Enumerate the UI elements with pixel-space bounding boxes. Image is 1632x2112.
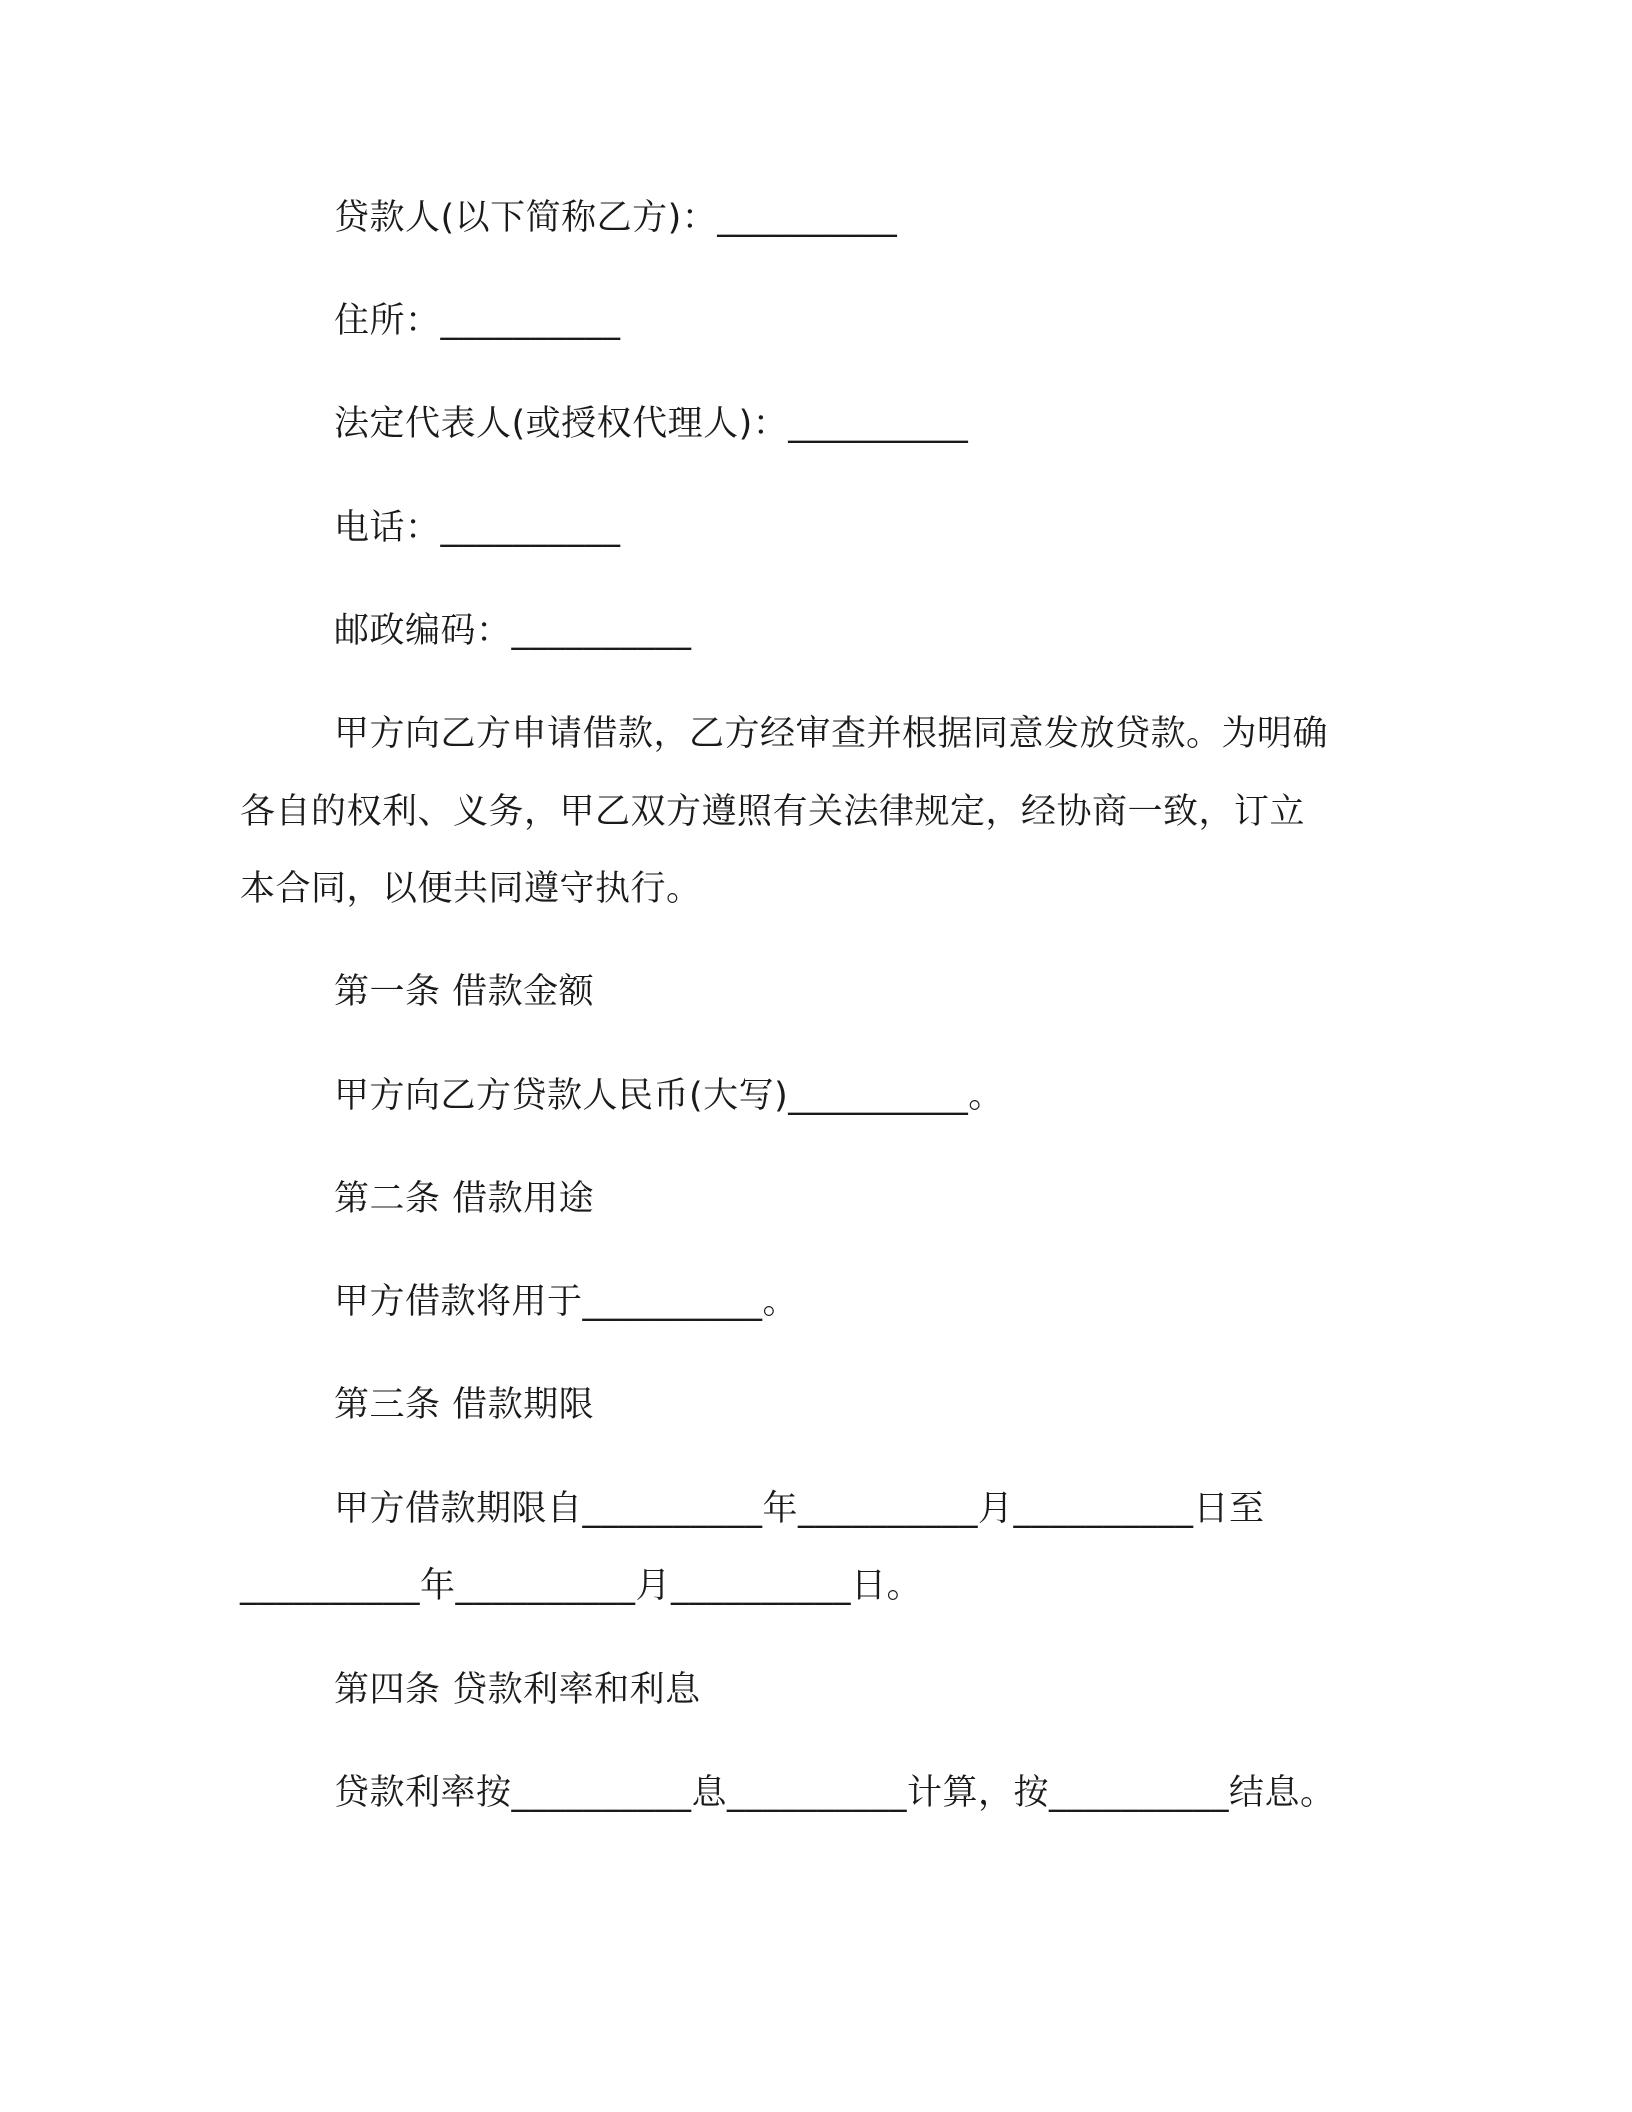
article-1-body: 甲方向乙方贷款人民币(大写)__________。 (334, 1076, 1004, 1116)
article-3-body-line-1: 甲方借款期限自__________年__________月__________日至 (334, 1489, 1265, 1529)
intro-paragraph-line-2: 各自的权利、义务，甲乙双方遵照有关法律规定，经协商一致，订立 (240, 792, 1306, 832)
article-3-body-line-2: __________年__________月__________日。 (240, 1566, 923, 1606)
lender-name-line: 贷款人(以下简称乙方)：__________ (334, 198, 898, 238)
article-2-body: 甲方借款将用于__________。 (334, 1282, 799, 1322)
article-4-heading: 第四条 贷款利率和利息 (334, 1670, 701, 1710)
phone-line: 电话：__________ (334, 508, 621, 548)
address-line: 住所：__________ (334, 301, 621, 341)
intro-paragraph-line-3: 本合同，以便共同遵守执行。 (240, 869, 702, 909)
postal-code-line: 邮政编码：__________ (334, 611, 692, 651)
article-1-heading: 第一条 借款金额 (334, 972, 595, 1012)
article-2-heading: 第二条 借款用途 (334, 1179, 595, 1219)
article-4-body: 贷款利率按__________息__________计算，按__________结息。 (334, 1773, 1336, 1813)
intro-paragraph-line-1: 甲方向乙方申请借款，乙方经审查并根据同意发放贷款。为明确 (334, 714, 1329, 754)
legal-representative-line: 法定代表人(或授权代理人)：__________ (334, 404, 969, 444)
article-3-heading: 第三条 借款期限 (334, 1385, 595, 1425)
